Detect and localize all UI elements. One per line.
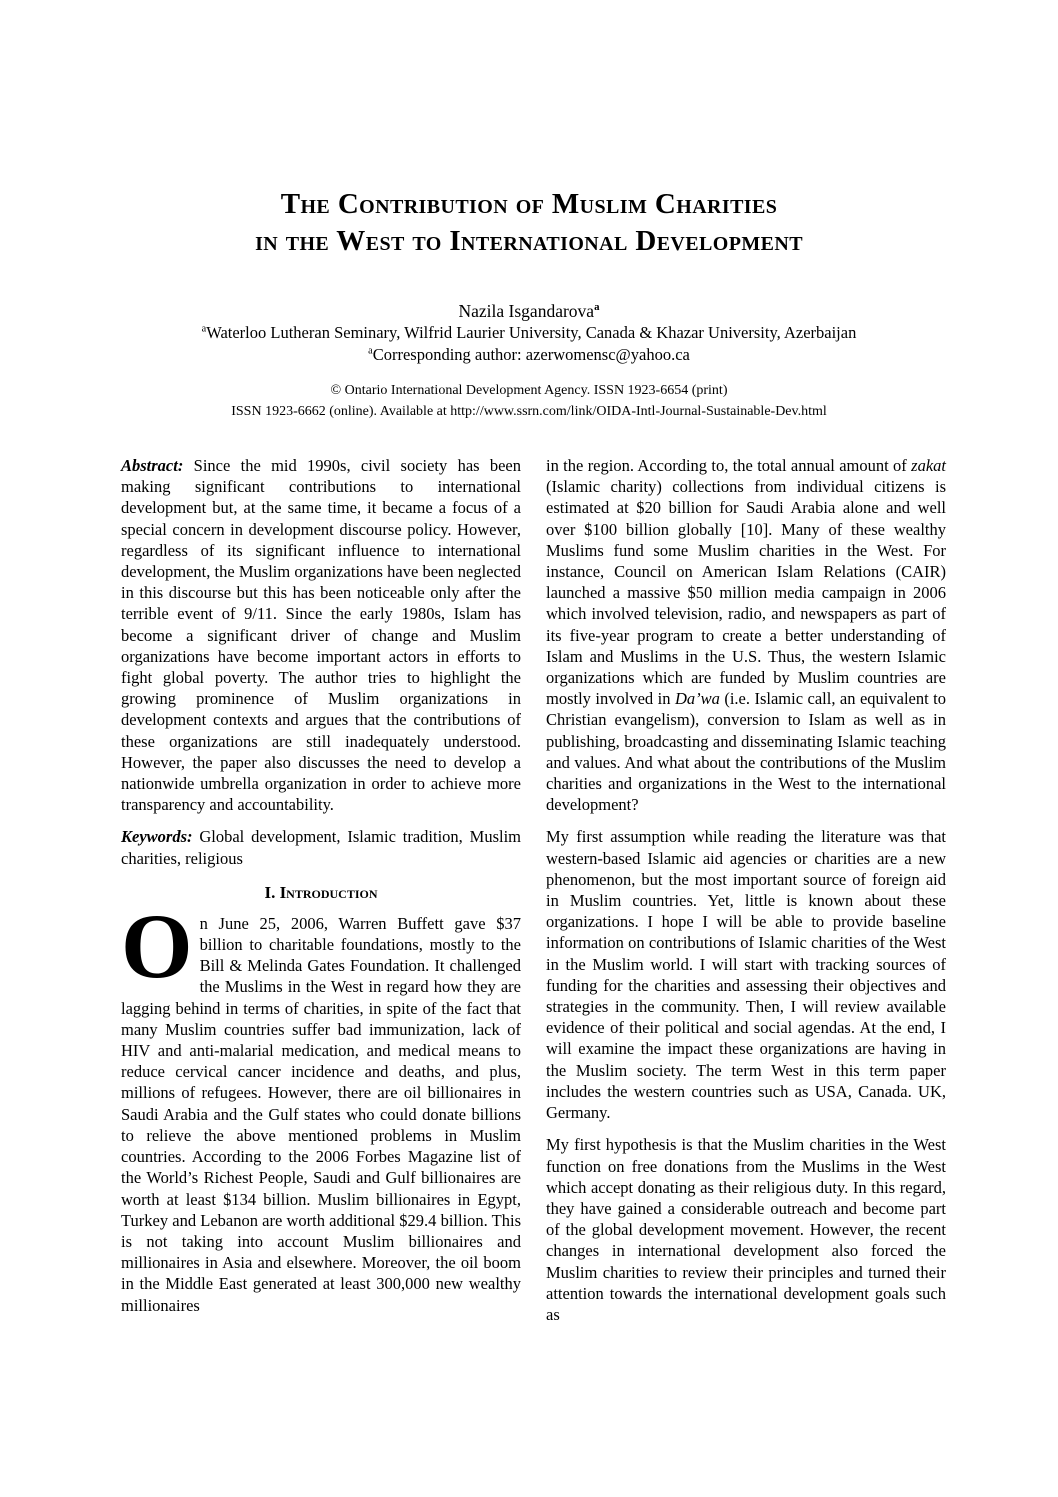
corresponding-marker: a [368,345,373,357]
introduction-paragraph-1 [121,894,521,1316]
right-column [546,455,946,1336]
introduction-paragraph-3: My first assumption while reading the literature was that western-based Islamic aid agencies or charities are a new phenomenon, but the most important source of foreign aid in Muslim countries. Yet, little is known about these organizations. I hope I will be able to provide baseline information on contributions of Islamic charities of the West in the Muslim world. I will start with tracking sources of funding for the charities and assessing their objectives and strategies in the community. Then, I will review available evidence of their political and social agendas. At the end, I will examine the impact these organizations are having in the Muslim society. The term West in this term paper includes the western countries such as USA, Canada. UK, Germany. [546,827,946,1123]
imprint-issn-online-url: ISSN 1923-6662 (online). Available at http://www.ssrn.com/link/OIDA-Intl-Journal-Sustainable-Dev.html [231,403,827,419]
keywords-text: Global development, Islamic tradition, Muslim charities, religious [121,827,521,868]
paragraph-2-segment-1: in the region. According to, the total annual amount of [546,456,912,475]
front-matter [0,0,1058,422]
keywords-label: Keywords: [121,827,193,847]
imprint-copyright-issn-print: © Ontario International Development Agency. ISSN 1923-6654 (print) [330,383,728,398]
italic-term-zakat: zakat [911,456,946,475]
abstract-label: Abstract: [121,456,184,475]
author-line [0,300,1058,322]
introduction-paragraph-1-text: n June 25, 2006, Warren Buffett gave $37 billion to charitable foundations, mostly to the Bill & Melinda Gates Foundation. It challenged the Muslims in the West in regard how they are lagging behind in terms of charities, in spite of the fact that many Muslim countries suffer bad immunization, lack of HIV and anti-malarial medication, and medical means to reduce cervical cancer incidence and deaths, and plus, millions of refugees. However, there are oil billionaires in Saudi Arabia and the Gulf states who could donate billions to relieve the above mentioned problems in Muslim countries. According to the 2006 Forbes Magazine list of the World’s Richest People, Saudi and Gulf billionaires are worth at least $134 billion. Muslim billionaires in Egypt, Turkey and Lebanon are worth additional $29.4 billion. This is not taking into account Muslim billionaires and millionaires in Asia and elsewhere. Moreover, the oil boom in the Middle East generated at least 300,000 new wealthy millionaires [121,913,521,1315]
paragraph-2-segment-2: (Islamic charity) collections from individual citizens is estimated at $20 billion for Saudi Arabia alone and well over $100 billion globally [10]. Many of these wealthy Muslims fund some Muslim charities in the West. For instance, Council on American Islam Relations (CAIR) launched a massive $50 million media campaign in 2006 which involved television, radio, and newspapers as part of its five-year program to create a better understanding of Islam and Muslims in the U.S. Thus, the western Islamic organizations which are funded by Muslim countries are mostly involved in [546,477,946,709]
introduction-paragraph-4: My first hypothesis is that the Muslim charities in the West function on free donations from the Muslims in the West which accept donating as their religious duty. In this regard, they have gained a considerable outreach and become part of the global development movement. However, the recent changes in international development also forced the Muslim charities to review their principles and turned their attention towards the international development goals such as [546,1135,946,1324]
author-name: Nazila Isgandarova [458,301,595,321]
left-column [121,455,521,1336]
corresponding-author-line [0,344,1058,366]
paper-title-line2: in the West to International Development [255,225,803,257]
abstract-text: Since the mid 1990s, civil society has been making significant contributions to international development but, at the same time, it became a focus of a special concern in development discourse policy. However, regardless of its significant influence to international development, the Muslim organizations have been neglected in this discourse but this has been noticeable only after the terrible event of 9/11. Since the early 1980s, Islam has become a significant driver of change and Muslim organizations have become important actors in efforts to fight global poverty. The author tries to highlight the growing prominence of Muslim organizations in development contexts and argues that the contributions of these organizations are still inadequately understood. However, the paper also discusses the need to develop a nationwide umbrella organization in order to achieve more transparency and accountability. [121,456,522,815]
abstract-paragraph [121,455,521,815]
paper-title-line1: The Contribution of Muslim Charities [280,188,778,220]
introduction-section-heading: I. Introduction [264,882,378,902]
affiliation-line [0,322,1058,344]
corresponding-text: Corresponding author: azerwomensc@yahoo.ca [372,345,690,364]
two-column-body [121,455,946,1336]
affiliation-marker: a [201,323,207,335]
paragraph-2-segment-3: (i.e. Islamic call, an equivalent to Christian evangelism), conversion to Islam as well as in publishing, broadcasting and disseminating Islamic teaching and values. And what about the contributions of the Muslim charities and organizations in the West to the international development? [546,689,947,815]
dropcap-letter: O [121,894,193,997]
keywords-paragraph [121,826,521,868]
introduction-paragraph-2 [546,455,946,815]
author-affiliation-marker: a [594,301,600,314]
italic-term-dawa: Da’wa [674,689,720,709]
journal-imprint [0,381,1058,422]
affiliation-text: Waterloo Lutheran Seminary, Wilfrid Laurier University, Canada & Khazar University, Azerbaijan [206,323,857,342]
paper-title [0,186,1058,260]
